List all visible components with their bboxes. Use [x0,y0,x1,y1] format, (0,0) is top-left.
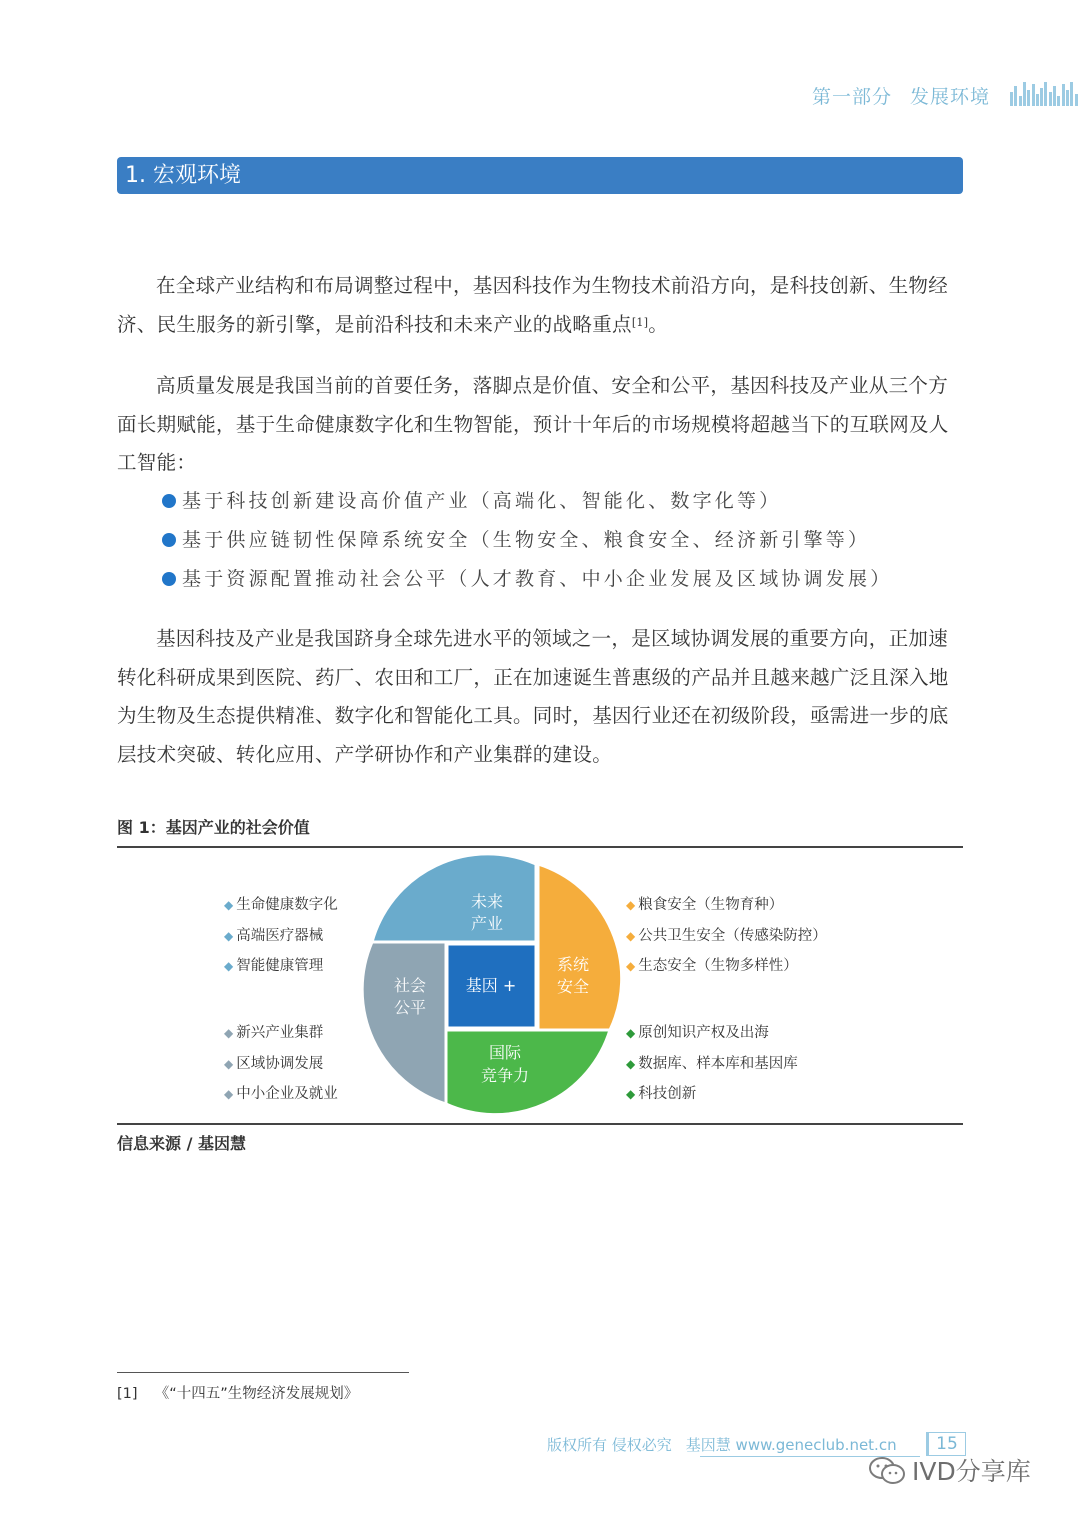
quadrant-competition-label-2: 竞争力 [480,1066,530,1085]
quadrant-fairness-label-2: 公平 [393,998,427,1017]
label-text: 高端医疗器械 [236,928,324,944]
page-footer [547,1434,897,1455]
diamond-icon: ◆ [626,898,636,912]
header-part: 第一部分 [812,86,893,108]
diamond-icon: ◆ [626,1087,636,1101]
label-right-top-2 [626,926,827,946]
label-text: 新兴产业集群 [236,1025,324,1041]
diamond-icon: ◆ [224,898,234,912]
footnote [117,1382,358,1403]
label-text: 中小企业及就业 [236,1086,338,1102]
label-left-bottom-3 [224,1084,338,1104]
paragraph-1-text: 在全球产业结构和布局调整过程中，基因科技作为生物技术前沿方向，是科技创新、生物经济、民生服务的新引擎，是前沿科技和未来产业的战略重点 [117,274,949,336]
diamond-icon: ◆ [224,929,234,943]
label-right-top-3 [626,956,798,976]
diamond-icon: ◆ [626,929,636,943]
diamond-icon: ◆ [224,959,234,973]
footnote-text: 《“十四五”生物经济发展规划》 [154,1386,359,1402]
wechat-icon [868,1456,906,1486]
footnote-marker: [1] [117,1386,138,1402]
diamond-icon: ◆ [626,1026,636,1040]
diamond-icon: ◆ [224,1026,234,1040]
bullet-text: 基于供应链韧性保障系统安全（生物安全、粮食安全、经济新引擎等） [182,529,871,551]
quadrant-security-label-2: 安全 [556,977,590,996]
label-right-top-1 [626,895,783,915]
quadrant-security-label-1: 系统 [556,955,590,974]
paragraph-1-end: 。 [648,312,669,336]
paragraph-2: 高质量发展是我国当前的首要任务，落脚点是价值、安全和公平，基因科技及产业从三个方面长期赋能，基于生命健康数字化和生物智能，预计十年后的市场规模将超越当下的互联网及人工智能： [117,374,949,474]
page-number: 15 [926,1432,966,1456]
diamond-icon: ◆ [626,1057,636,1071]
label-left-bottom-1 [224,1023,323,1043]
quadrant-future-arc [372,854,536,942]
label-text: 区域协调发展 [236,1056,324,1072]
bullet-text: 基于科技创新建设高价值产业（高端化、智能化、数字化等） [182,490,782,512]
diamond-icon: ◆ [224,1087,234,1101]
citation-1[interactable]: [1] [631,315,649,329]
figure-source: 信息来源 / 基因慧 [117,1134,246,1153]
header-chapter: 发展环境 [910,86,991,108]
quadrant-future-label-2: 产业 [470,914,504,933]
paragraph-3: 基因科技及产业是我国跻身全球先进水平的领域之一，是区域协调发展的重要方向，正加速转化科研成果到医院、药厂、农田和工厂，正在加速诞生普惠级的产品并且越来越广泛且深入地为生物及生态提供精准、数字化和智能化工具。同时，基因行业还在初级阶段，亟需进一步的底层技术突破、转化应用、产学研协作和产业集群的建设。 [117,627,949,766]
quadrant-future-label-1: 未来 [470,892,504,911]
watermark-text: IVD分享库 [912,1457,1031,1486]
quadrant-competition-label-1: 国际 [488,1043,522,1062]
label-left-top-3 [224,956,323,976]
label-text: 原创知识产权及出海 [638,1025,769,1041]
figure-title: 图 1：基因产业的社会价值 [117,818,310,837]
label-right-bottom-3 [626,1084,696,1104]
label-left-bottom-2 [224,1054,323,1074]
footnote-rule [117,1372,409,1373]
bullet-text: 基于资源配置推动社会公平（人才教育、中小企业发展及区域协调发展） [182,568,893,590]
label-text: 粮食安全（生物育种） [638,897,784,913]
footer-copyright: 版权所有 侵权必究 [547,1436,672,1454]
label-left-top-1 [224,895,338,915]
center-label: 基因 + [465,976,517,995]
diamond-icon: ◆ [224,1057,234,1071]
label-right-bottom-2 [626,1054,798,1074]
footer-site[interactable]: 基因慧 www.geneclub.net.cn [685,1436,897,1454]
quadrant-fairness [362,942,446,1104]
label-text: 智能健康管理 [236,958,324,974]
label-text: 数据库、样本库和基因库 [638,1056,798,1072]
section-title: 1. 宏观环境 [117,157,963,194]
quadrant-fairness-label-1: 社会 [393,976,427,995]
label-right-bottom-1 [626,1023,769,1043]
label-left-top-2 [224,926,323,946]
quadrant-security [538,864,622,1030]
watermark [868,1452,1031,1488]
label-text: 生命健康数字化 [236,897,338,913]
label-text: 科技创新 [638,1086,697,1102]
figure-bottom-rule [117,1123,963,1125]
label-text: 公共卫生安全（传感染防控） [638,928,827,944]
label-text: 生态安全（生物多样性） [638,958,798,974]
diamond-icon: ◆ [626,959,636,973]
